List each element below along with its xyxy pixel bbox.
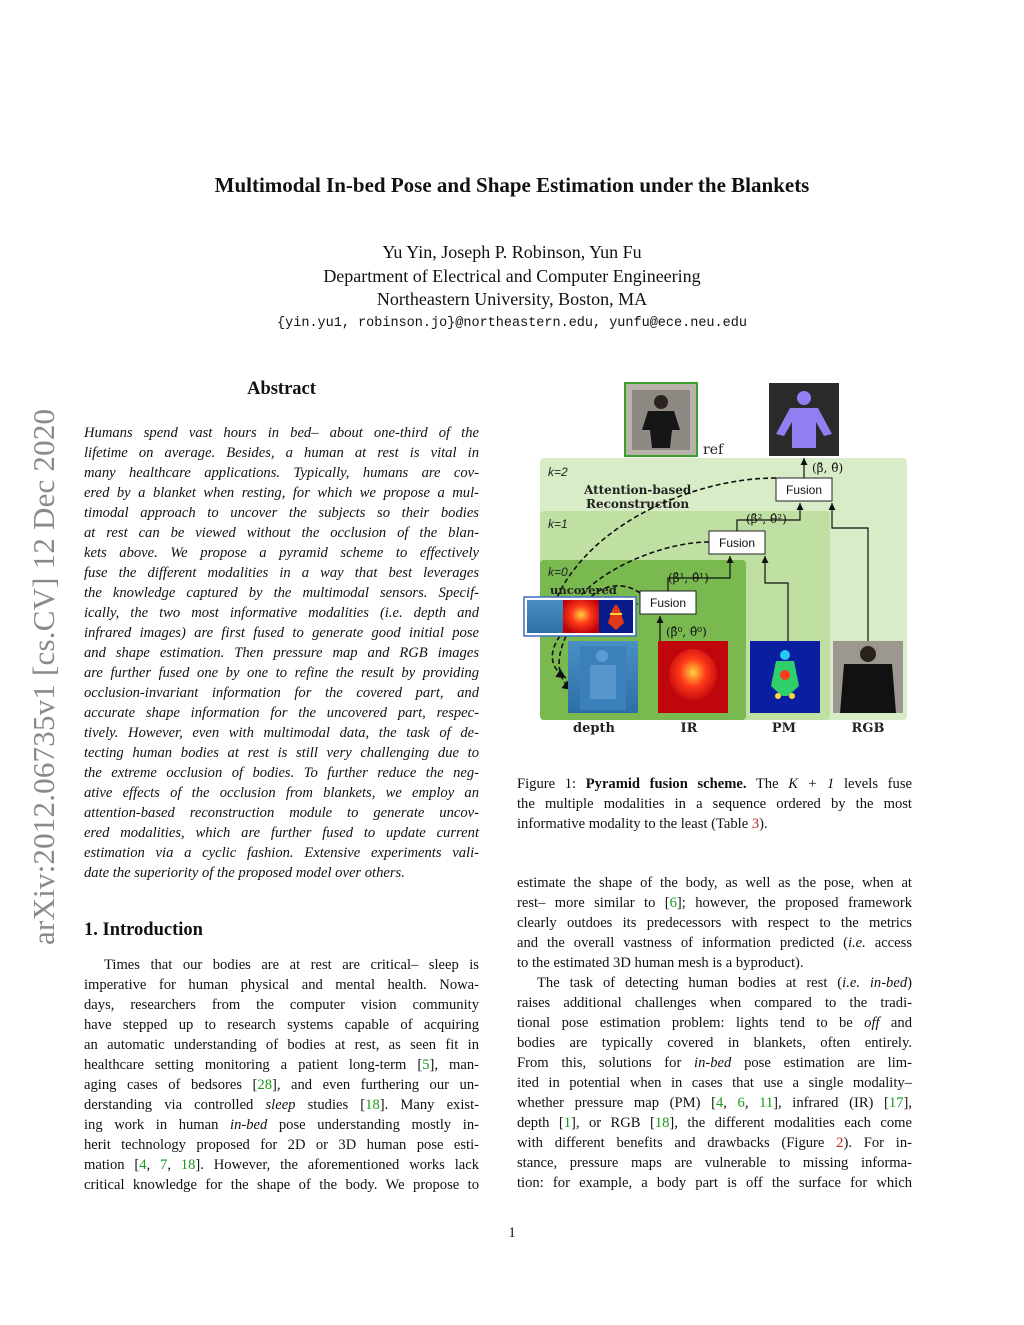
attention-label-line2: Reconstruction bbox=[586, 497, 690, 511]
abstract-line: ered modalities, which are further fused to update current bbox=[84, 825, 479, 841]
text-line: to the estimated 3D human mesh is a byproduct). bbox=[517, 955, 804, 971]
text-line: mation [4, 7, 18]. However, the aforementioned works lack bbox=[84, 1157, 480, 1173]
abstract-line: timodal approach to uncover the subjects so their bodies bbox=[84, 505, 479, 521]
affiliation-department: Department of Electrical and Computer Engineering bbox=[323, 265, 701, 286]
attention-label-line1: Attention-based bbox=[584, 483, 692, 497]
rgb-image bbox=[833, 641, 903, 713]
caption-line: informative modality to the least (Table 3). bbox=[517, 816, 768, 832]
abstract-line: at rest can be viewed without the occlusion of the blan- bbox=[84, 525, 479, 541]
level-label-k0: k=0 bbox=[548, 565, 568, 579]
figure-ref-link[interactable]: 2 bbox=[836, 1135, 844, 1151]
text-line: estimate the shape of the body, as well as the pose, when at bbox=[517, 875, 912, 891]
abstract-line: ically, the two most informative modalities (i.e. depth and bbox=[84, 605, 479, 621]
fusion-label: Fusion bbox=[718, 536, 756, 550]
abstract-line: date the superiority of the proposed model over others. bbox=[84, 865, 405, 881]
abstract-line: occlusion-invariant information for the covered part, and bbox=[84, 685, 479, 701]
fusion-label: Fusion bbox=[649, 596, 687, 610]
text-line: The task of detecting human bodies at rest (i.e. in-bed) bbox=[537, 975, 913, 991]
text-line: raises additional challenges when compared to the tradi- bbox=[517, 995, 912, 1011]
abstract-line: the knowledge captured by the multimodal sensors. Specif- bbox=[84, 585, 479, 601]
citation-link[interactable]: 17 bbox=[888, 1095, 904, 1111]
introduction-body bbox=[84, 955, 479, 1195]
citation-link[interactable]: 11 bbox=[759, 1095, 774, 1111]
page-number: 1 bbox=[508, 1225, 516, 1241]
ir-image bbox=[658, 641, 728, 713]
abstract-line: Humans spend vast hours in bed– about one-third of the bbox=[84, 425, 479, 441]
abstract-line: and shape estimation. Then pressure map and RGB images bbox=[84, 645, 479, 661]
text-line: with different benefits and drawbacks (Figure 2). For in- bbox=[517, 1135, 912, 1151]
modality-label-pm: PM bbox=[771, 721, 797, 736]
figure-pyramid-fusion bbox=[520, 378, 912, 743]
citation-link[interactable]: 28 bbox=[257, 1077, 272, 1093]
text-line: herit technology proposed for 2D or 3D human pose esti- bbox=[84, 1137, 479, 1153]
level-label-k1: k=1 bbox=[548, 517, 568, 531]
right-column-body bbox=[517, 873, 912, 1193]
estimate-final: (β̂, θ̂) bbox=[812, 461, 844, 475]
citation-link[interactable]: 18 bbox=[365, 1097, 380, 1113]
text-line: rest– more similar to [6]; however, the proposed framework bbox=[517, 895, 912, 911]
citation-link[interactable]: 4 bbox=[139, 1157, 147, 1173]
citation-link[interactable]: 5 bbox=[422, 1057, 430, 1073]
abstract-line: kets above. We propose a pyramid scheme to effectively bbox=[84, 545, 479, 561]
level-label-k2: k=2 bbox=[548, 465, 568, 479]
citation-link[interactable]: 6 bbox=[669, 895, 677, 911]
citation-link[interactable]: 6 bbox=[737, 1095, 745, 1111]
section-heading-introduction: 1. Introduction bbox=[84, 920, 203, 940]
text-line: tional pose estimation problem: lights tend to be off and bbox=[517, 1015, 912, 1031]
text-line: derstanding via controlled sleep studies [18]. Many exist- bbox=[84, 1097, 479, 1113]
affiliation-university: Northeastern University, Boston, MA bbox=[376, 289, 648, 309]
abstract-line: lifetime on average. Besides, a human at rest is vital in bbox=[84, 445, 479, 461]
text-line: whether pressure map (PM) [4, 6, 11], infrared (IR) [17], bbox=[517, 1095, 913, 1111]
abstract-line: fuse the different modalities in a way that best leverages bbox=[84, 565, 479, 581]
text-line: depth [1], or RGB [18], the different modalities each come bbox=[517, 1115, 912, 1131]
ref-rgb-image bbox=[625, 383, 697, 456]
text-line: stance, pressure maps are vulnerable to missing informa- bbox=[517, 1155, 912, 1171]
citation-link[interactable]: 7 bbox=[160, 1157, 168, 1173]
text-line: imperative for human physical and mental health. Nowa- bbox=[84, 977, 479, 993]
arxiv-stamp: arXiv:2012.06735v1 [cs.CV] 12 Dec 2020 bbox=[26, 408, 61, 945]
text-line: critical knowledge for the shape of the body. We propose to bbox=[84, 1177, 479, 1193]
estimate-k0: (β̂⁰, θ̂⁰) bbox=[666, 625, 707, 639]
authors: Yu Yin, Joseph P. Robinson, Yun Fu bbox=[382, 242, 642, 262]
fusion-box-k1 bbox=[709, 531, 765, 554]
modality-label-depth: depth bbox=[573, 721, 615, 736]
text-line: days, researchers from the computer vision community bbox=[84, 997, 479, 1013]
uncovered-modalities bbox=[524, 597, 636, 636]
abstract-line: ered by a blanket when resting, for which we propose a mul- bbox=[84, 485, 479, 501]
figure-diagram bbox=[520, 378, 912, 743]
citation-link[interactable]: 18 bbox=[180, 1157, 196, 1173]
text-line: From this, solutions for in-bed pose estimation are lim- bbox=[517, 1055, 912, 1071]
abstract-heading: Abstract bbox=[247, 379, 316, 399]
ref-label: ref bbox=[703, 442, 724, 458]
abstract-body bbox=[84, 423, 479, 883]
fusion-box-k0 bbox=[640, 591, 696, 614]
text-line: bodies are typically covered in blankets, often entirely. bbox=[517, 1035, 912, 1051]
estimate-k1: (β̂¹, θ̂¹) bbox=[668, 571, 709, 585]
text-line: healthcare setting monitoring a patient long-term [5], man- bbox=[84, 1057, 479, 1073]
fusion-box-k2 bbox=[776, 478, 832, 501]
abstract-line: accurate shape information for the uncovered part, respec- bbox=[84, 705, 479, 721]
abstract-line: estimation via a cyclic fashion. Extensive experiments vali- bbox=[84, 845, 479, 861]
output-mesh-image bbox=[769, 383, 839, 456]
abstract-line: infrared images) are first fused to generate good initial pose bbox=[84, 625, 479, 641]
text-line: ing work in human in-bed pose understanding mostly in- bbox=[84, 1117, 479, 1133]
author-emails: {yin.yu1, robinson.jo}@northeastern.edu, yunfu@ece.neu.edu bbox=[277, 316, 747, 331]
figure-caption bbox=[517, 774, 912, 834]
estimate-k2: (β̂², θ̂²) bbox=[746, 512, 787, 526]
fusion-label: Fusion bbox=[785, 483, 823, 497]
abstract-line: tively. However, even with multimodal data, the task of de- bbox=[84, 725, 479, 741]
abstract-line: many healthcare applications. Typically, humans are cov- bbox=[84, 465, 479, 481]
text-line: an automatic understanding of bodies at rest, as seen fit in bbox=[84, 1037, 479, 1053]
text-line: have stepped up to research systems capable of acquiring bbox=[84, 1017, 479, 1033]
citation-link[interactable]: 4 bbox=[715, 1095, 724, 1111]
text-line: Times that our bodies are at rest are critical– sleep is bbox=[104, 957, 479, 973]
abstract-line: tecting human bodies at rest is still very challenging due to bbox=[84, 745, 479, 761]
text-line: tion: for example, a body part is off the surface for which bbox=[517, 1175, 912, 1191]
caption-line: Figure 1: Pyramid fusion scheme. The K + 1 levels fuse bbox=[517, 776, 912, 792]
table-ref-link[interactable]: 3 bbox=[751, 816, 760, 832]
abstract-line: attention-based reconstruction module to generate uncov- bbox=[84, 805, 479, 821]
text-line: ited in potential when in cases that use a single modality– bbox=[517, 1075, 912, 1091]
abstract-line: are further fused one by one to refine the result by providing bbox=[84, 665, 479, 681]
abstract-line: the extreme occlusion of bodies. To further reduce the neg- bbox=[84, 765, 479, 781]
modality-label-ir: IR bbox=[680, 721, 698, 736]
uncovered-label: uncovered bbox=[550, 583, 617, 597]
pm-image bbox=[750, 641, 820, 713]
text-line: aging cases of bedsores [28], and even furthering our un- bbox=[84, 1077, 479, 1093]
author-block bbox=[0, 241, 1024, 312]
text-line: clearly outdoes its predecessors with respect to the metrics bbox=[517, 915, 912, 931]
depth-image bbox=[568, 641, 638, 713]
citation-link[interactable]: 18 bbox=[654, 1115, 670, 1131]
text-line: and the overall vastness of information predicted (i.e. access bbox=[517, 935, 913, 951]
modality-label-rgb: RGB bbox=[851, 721, 885, 736]
caption-line: the multiple modalities in a sequence ordered by the most bbox=[517, 796, 912, 812]
abstract-line: ative effects of the occlusion from blankets, we employ an bbox=[84, 785, 479, 801]
citation-link[interactable]: 1 bbox=[563, 1115, 572, 1131]
paper-title: Multimodal In-bed Pose and Shape Estimation under the Blankets bbox=[214, 173, 810, 197]
